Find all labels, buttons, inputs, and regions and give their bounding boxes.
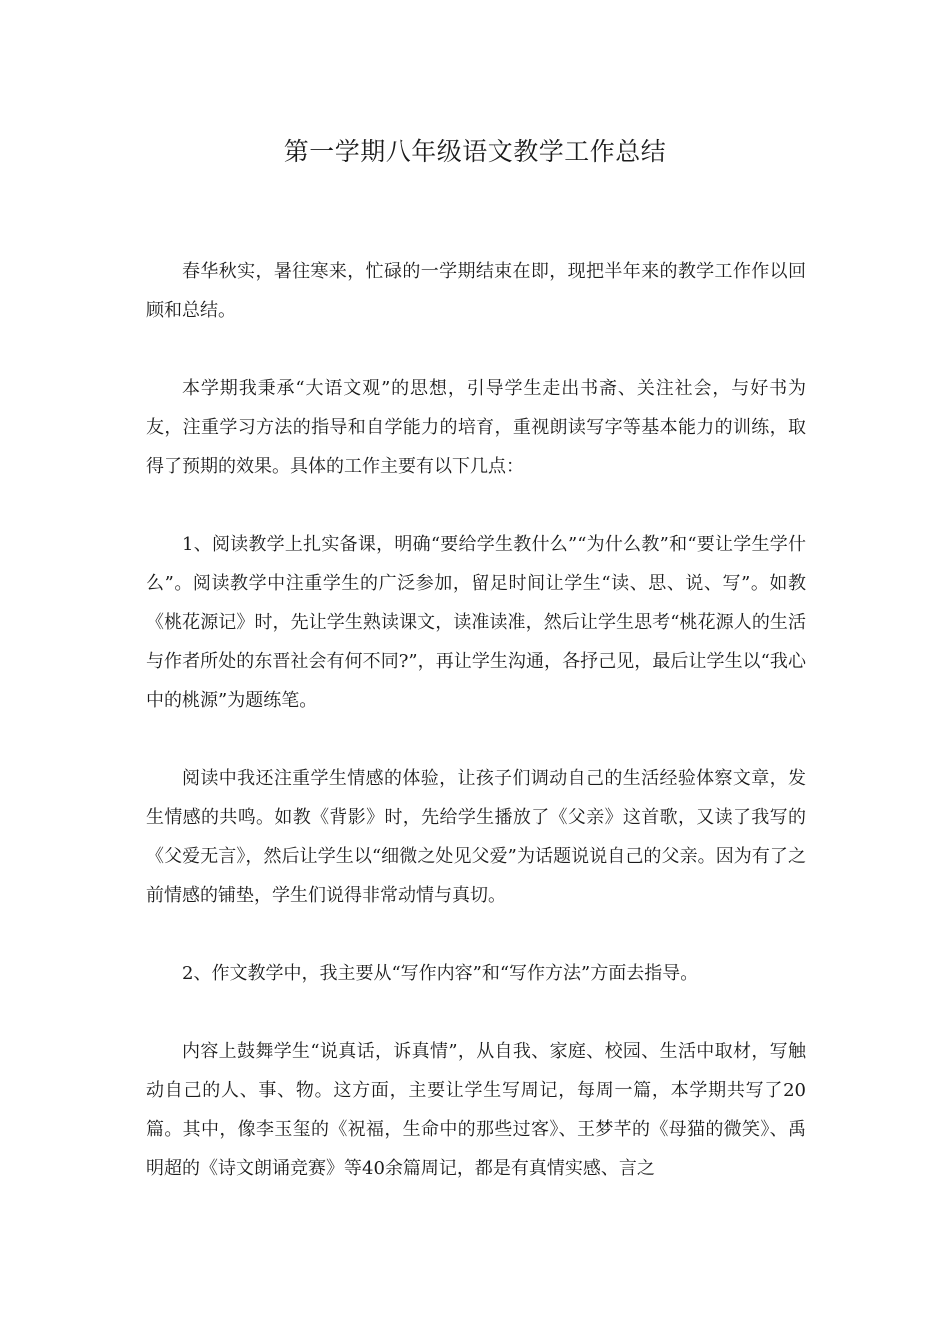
paragraph-overview: 本学期我秉承“大语文观”的思想，引导学生走出书斋、关注社会，与好书为友，注重学习方法的指导和自学能力的培育，重视朗读写字等基本能力的训练，取得了预期的效果。具体的工作主要有以下几点： — [146, 378, 806, 477]
paragraph-reading-teaching: 1、阅读教学上扎实备课，明确“要给学生教什么”“为什么教”和“要让学生学什么”。阅读教学中注重学生的广泛参加，留足时间让学生“读、思、说、写”。如教《桃花源记》时，先让学生熟读课文，读准读准，然后让学生思考“桃花源人的生活与作者所处的东晋社会有何不同?”，再让学生沟通，各抒己见，最后让学生以“我心中的桃源”为题练笔。 — [146, 534, 806, 711]
paragraph-emotional-experience: 阅读中我还注重学生情感的体验，让孩子们调动自己的生活经验体察文章，发生情感的共鸣。如教《背影》时，先给学生播放了《父亲》这首歌，又读了我写的《父爱无言》，然后让学生以“细微之处见父爱”为话题说说自己的父亲。因为有了之前情感的铺垫，学生们说得非常动情与真切。 — [146, 768, 806, 906]
paragraph-intro: 春华秋实，暑往寒来，忙碌的一学期结束在即，现把半年来的教学工作作以回顾和总结。 — [146, 261, 806, 321]
document-title: 第一学期八年级语文教学工作总结 — [283, 137, 667, 166]
paragraph-writing-content: 内容上鼓舞学生“说真话，诉真情”，从自我、家庭、校园、生活中取材，写触动自己的人、事、物。这方面，主要让学生写周记，每周一篇，本学期共写了20篇。其中，像李玉玺的《祝福，生命中的那些过客》、王梦芊的《母猫的微笑》、禹明超的《诗文朗诵竞赛》等40余篇周记，都是有真情实感、言之 — [146, 1041, 806, 1179]
document-body — [146, 252, 806, 1227]
paragraph-writing-teaching: 2、作文教学中，我主要从“写作内容”和“写作方法”方面去指导。 — [182, 963, 699, 984]
